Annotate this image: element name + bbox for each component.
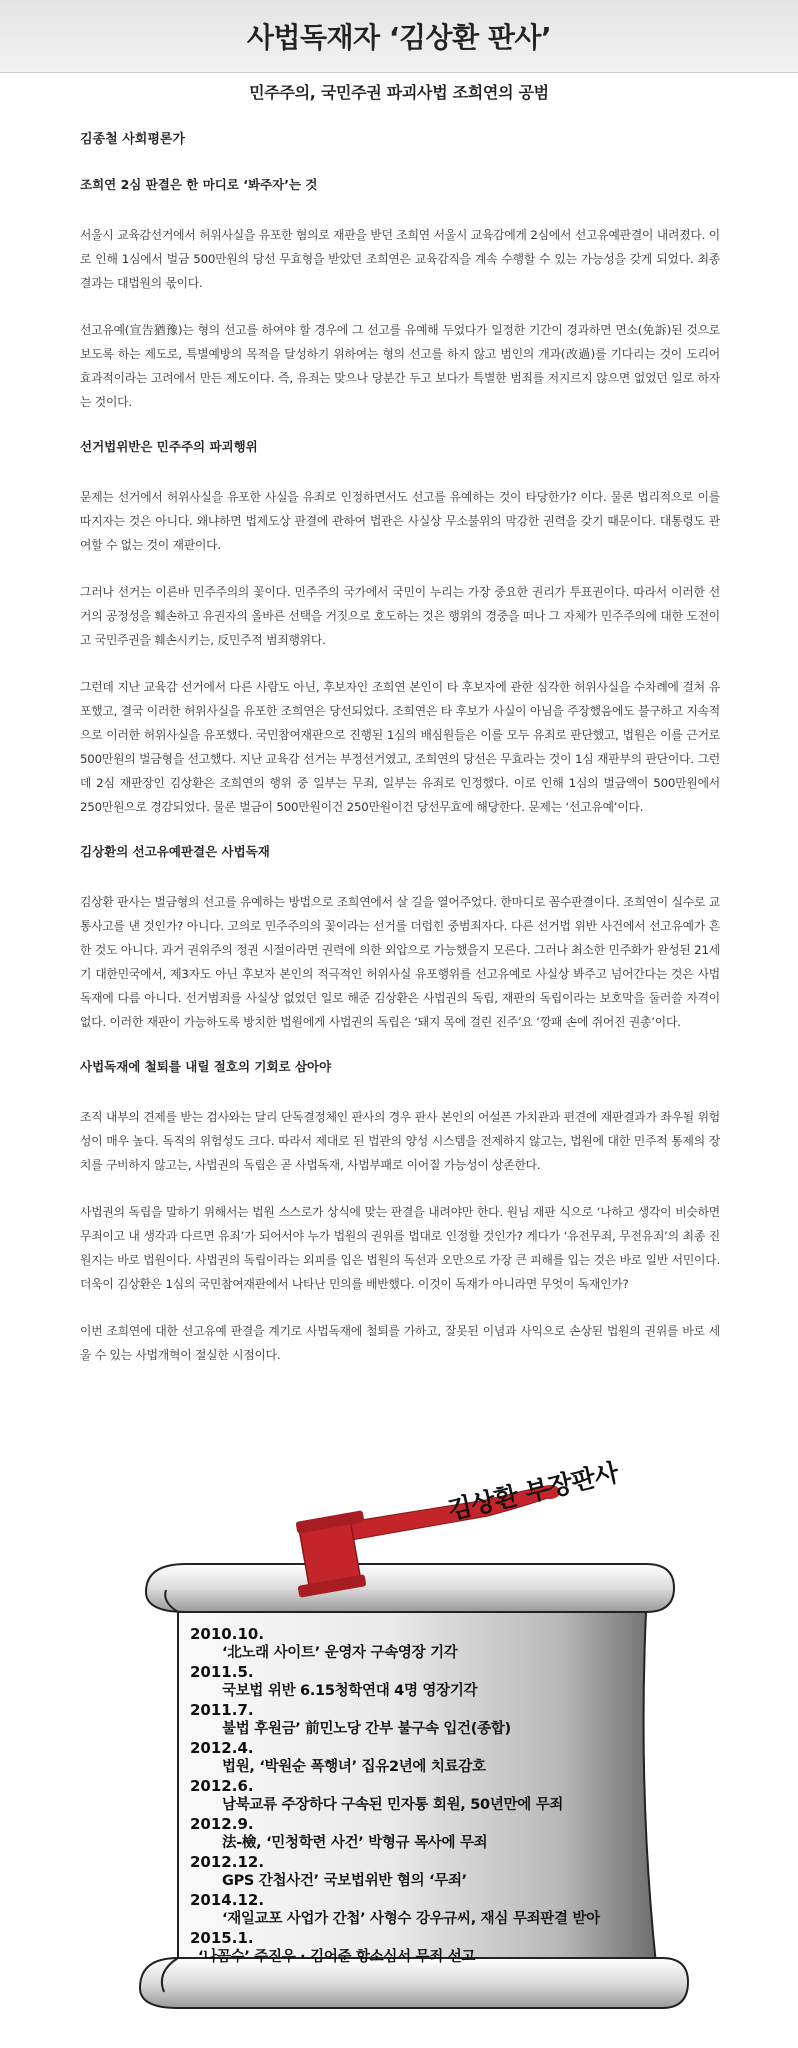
timeline-event: ‘나꼼수’ 주진우 · 김어준 항소심서 무죄 선고 <box>198 1949 476 1965</box>
timeline-date: 2010.10. <box>190 1625 265 1643</box>
timeline-list <box>190 1625 650 1967</box>
paragraph: 이번 조희연에 대한 선고유예 판결을 계기로 사법독재에 철퇴를 가하고, 잘못된 이념과 사익으로 손상된 법원의 권위를 바로 세울 수 있는 사법개혁이 절실한 시점이다. <box>80 1324 720 1362</box>
subtitle-wrap <box>0 80 798 103</box>
gavel-label: 김상환 부장판사 <box>445 1457 621 1526</box>
paragraph: 선고유예(宣告猶豫)는 형의 선고를 하여야 할 경우에 그 선고를 유예해 두었다가 일정한 기간이 경과하면 면소(免訴)된 것으로 보도록 하는 제도로, 특별예방의 목적을 달성하기 위하여는 형의 선고를 하지 않고 범인의 개과(改過)를 기다리는 것이 도리어 효과적이라는 고려에서 만든 제도이다. 즉, 유죄는 맞으나 당분간 두고 보다가 특별한 범죄를 저지르지 않으면 없었던 일로 하자는 것이다. <box>80 323 720 409</box>
paragraph: 사법권의 독립을 말하기 위해서는 법원 스스로가 상식에 맞는 판결을 내려야만 한다. 원님 재판 식으로 ‘나하고 생각이 비슷하면 무죄이고 내 생각과 다르면 유죄’가 되어서야 누가 법원의 권위를 법대로 인정할 것인가? 게다가 ‘유전무죄, 무전유죄’의 최종 진원지는 바로 법원이다. 사법권의 독립이라는 외피를 입은 법원의 독선과 오만으로 가장 큰 피해를 입는 것은 바로 일반 서민이다. 더욱이 김상환은 1심의 국민참여재판에서 나타난 민의를 배반했다. 이것이 독재가 아니라면 무엇이 독재인가? <box>80 1205 720 1291</box>
timeline-event: 남북교류 주장하다 구속된 민자통 회원, 50년만에 무죄 <box>222 1797 564 1813</box>
timeline-event: 불법 후원금’ 前민노당 간부 불구속 입건(종합) <box>222 1721 511 1737</box>
paragraph: 그러나 선거는 이른바 민주주의의 꽃이다. 민주주의 국가에서 국민이 누리는 가장 중요한 권리가 투표권이다. 따라서 이러한 선거의 공정성을 훼손하고 유권자의 올바른 선택을 거짓으로 호도하는 것은 행위의 경중을 떠나 그 자체가 민주주의에 대한 도전이고 국민주권을 훼손시키는, 反민주적 범죄행위다. <box>80 585 720 647</box>
timeline-event: 국보법 위반 6.15청학연대 4명 영장기각 <box>222 1683 478 1699</box>
timeline-event: ‘北노래 사이트’ 운영자 구속영장 기각 <box>222 1645 458 1661</box>
title-bar <box>0 0 798 73</box>
scroll-top-roll <box>146 1564 674 1612</box>
timeline-date: 2012.6. <box>190 1777 254 1795</box>
timeline-date: 2012.4. <box>190 1739 254 1757</box>
timeline-scroll-image <box>126 1452 690 2024</box>
page-title: 사법독재자 ‘김상환 판사’ <box>246 21 552 54</box>
timeline-event: 법원, ‘박원순 폭행녀’ 집유2년에 치료감호 <box>222 1759 486 1775</box>
timeline-date: 2014.12. <box>190 1891 265 1909</box>
timeline-date: 2011.7. <box>190 1701 254 1719</box>
paragraph: 문제는 선거에서 허위사실을 유포한 사실을 유죄로 인정하면서도 선고를 유예하는 것이 타당한가? 이다. 물론 법리적으로 이를 따지자는 것은 아니다. 왜냐하면 법제도상 판결에 관하여 법관은 사실상 무소불위의 막강한 권력을 갖기 때문이다. 대통령도 관여할 수 없는 것이 재판이다. <box>80 490 720 552</box>
timeline-date: 2012.9. <box>190 1815 254 1833</box>
timeline-date: 2015.1. <box>190 1929 254 1947</box>
timeline-date: 2012.12. <box>190 1853 265 1871</box>
section-heading: 조희연 2심 판결은 한 마디로 ‘봐주자’는 것 <box>80 177 318 192</box>
section-heading: 선거법위반은 민주주의 파괴행위 <box>80 439 258 454</box>
timeline-event: 法-檢, ‘민청학련 사건’ 박형규 목사에 무죄 <box>222 1835 488 1851</box>
article-body <box>80 128 720 1390</box>
timeline-event: ‘재일교포 사업가 간첩’ 사형수 강우규씨, 재심 무죄판결 받아 <box>222 1911 600 1927</box>
section-heading: 사법독재에 철퇴를 내릴 절호의 기회로 삼아야 <box>80 1059 332 1074</box>
paragraph: 조직 내부의 견제를 받는 검사와는 달리 단독결정체인 판사의 경우 판사 본인의 어설픈 가치관과 편견에 재판결과가 좌우될 위험성이 매우 높다. 독직의 위험성도 크다. 따라서 제대로 된 법관의 양성 시스템을 전제하지 않고는, 법원에 대한 민주적 통제의 장치를 구비하지 않고는, 사법권의 독립은 곧 사법독재, 사법부패로 이어질 가능성이 상존한다. <box>80 1110 720 1172</box>
page-subtitle: 민주주의, 국민주권 파괴사법 조희연의 공범 <box>249 83 549 102</box>
paragraph: 김상환 판사는 벌금형의 선고를 유예하는 방법으로 조희연에서 살 길을 열어주었다. 한마디로 꼼수판결이다. 조희연이 실수로 교통사고를 낸 것인가? 아니다. 고의로 민주주의의 꽃이라는 선거를 더럽힌 중범죄자다. 다른 선거법 위반 사건에서 선고유예가 흔한 것도 아니다. 과거 권위주의 정권 시절이라면 권력에 의한 외압으로 가능했을지 모른다. 그러나 최소한 민주화가 완성된 21세기 대한민국에서, 제3자도 아닌 후보자 본인의 적극적인 허위사실 유포행위를 선고유예로 사실상 봐주고 넘어간다는 것은 사법독재에 다름 아니다. 선거범죄를 사실상 없었던 일로 해준 김상환은 사법권의 독립, 재판의 독립이라는 보호막을 둘러쓸 자격이 없다. 이러한 재판이 가능하도록 방치한 법원에게 사법권의 독립은 ‘돼지 목에 걸린 진주’요 ‘깡패 손에 쥐어진 권총’이다. <box>80 895 720 1029</box>
paragraph: 그런데 지난 교육감 선거에서 다른 사람도 아닌, 후보자인 조희연 본인이 타 후보자에 관한 심각한 허위사실을 수차례에 걸쳐 유포했고, 결국 이러한 허위사실을 유포한 조희연은 당선되었다. 조희연은 타 후보가 사실이 아님을 주장했음에도 불구하고 지속적으로 이러한 허위사실을 유포했다. 국민참여재판으로 진행된 1심의 배심원들은 이를 모두 유죄로 판단했고, 법원은 이를 근거로 500만원의 벌금형을 선고했다. 지난 교육감 선거는 부정선거였고, 조희연의 당선은 무효라는 것이 1심 재판부의 판단이다. 그런데 2심 재판장인 김상환은 조희연의 행위 중 일부는 무죄, 일부는 유죄로 인정했다. 이로 인해 1심의 벌금액이 500만원에서 250만원으로 경감되었다. 물론 벌금이 500만원이건 250만원이건 당선무효에 해당한다. 문제는 ‘선고유예’이다. <box>80 680 720 814</box>
section-heading: 김상환의 선고유예판결은 사법독재 <box>80 844 270 859</box>
timeline-event: GPS 간첩사건’ 국보법위반 혐의 ‘무죄’ <box>222 1873 467 1889</box>
byline: 김종철 사회평론가 <box>80 132 185 147</box>
paragraph: 서울시 교육감선거에서 허위사실을 유포한 혐의로 재판을 받던 조희연 서울시 교육감에게 2심에서 선고유예판결이 내려졌다. 이로 인해 1심에서 벌금 500만원의 당선 무효형을 받았던 조희연은 교육감직을 계속 수행할 수 있는 가능성을 갖게 되었다. 최종 결과는 대법원의 몫이다. <box>80 228 720 290</box>
timeline-date: 2011.5. <box>190 1663 254 1681</box>
